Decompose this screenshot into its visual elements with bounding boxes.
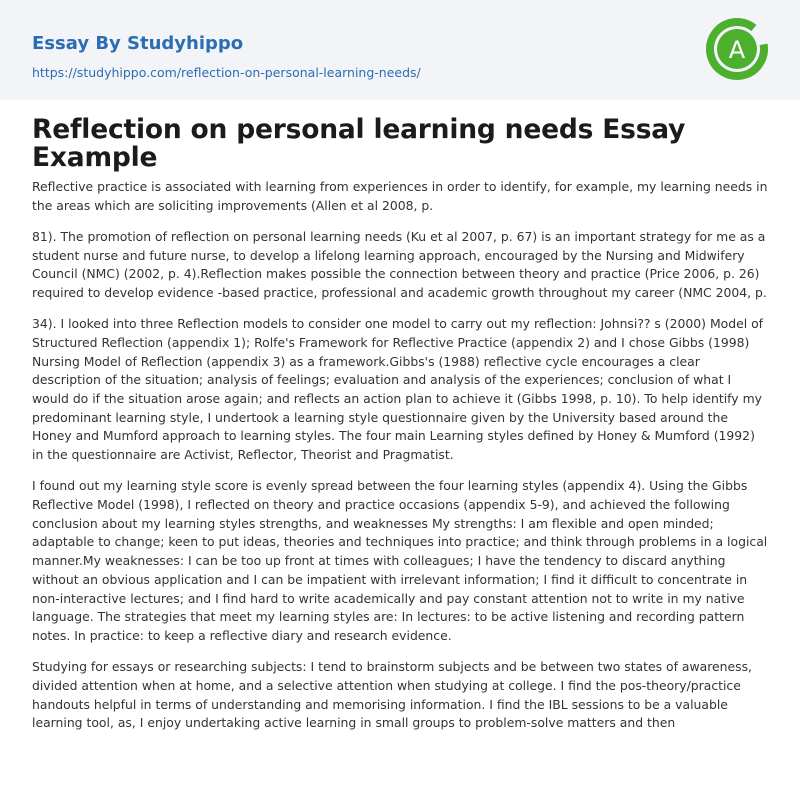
essay-paragraph: 81). The promotion of reflection on personal learning needs (Ku et al 2007, p. 67) is an important strategy for me as a student nurse and future nurse, to develop a lifelong learning approach, encouraged by the Nursing and Midwifery Council (NMC) (2002, p. 4).Reflection makes possible the connection between theory and practice (Price 2006, p. 26) required to develop evidence -based practice, professional and academic growth throughout my career (NMC 2004, p. xyxy=(32,228,767,301)
essay-paragraph: Reflective practice is associated with learning from experiences in order to identify, for example, my learning needs in the areas which are soliciting improvements (Allen et al 2008, p. xyxy=(32,179,768,213)
studyhippo-logo-icon[interactable] xyxy=(704,16,770,82)
logo-letter: A xyxy=(728,36,746,64)
site-title[interactable]: Essay By Studyhippo xyxy=(32,33,244,54)
essay-paragraph: 34). I looked into three Reflection models to consider one model to carry out my reflection: Johnsi?? s (2000) Model of Structured Reflection (appendix 1); Rolfe's Framework for Reflective Practice (appendix 2) and I chose Gibbs (1998) Nursing Model of Reflection (appendix 3) as a framework.Gibbs's (1988) reflective cycle encourages a clear description of the situation; analysis of feelings; evaluation and analysis of the experiences; conclusion of what I would do if the situation arose again; and reflects an action plan to achieve it (Gibbs 1998, p. 10). To help identify my predominant learning style, I undertook a learning style questionnaire given by the University based around the Honey and Mumford approach to learning styles. The four main Learning styles defined by Honey & Mumford (1992) in the questionnaire are Activist, Reflector, Theorist and Pragmatist. xyxy=(32,316,764,463)
essay-content xyxy=(0,100,800,733)
page-url-link[interactable]: https://studyhippo.com/reflection-on-personal-learning-needs/ xyxy=(32,65,421,80)
essay-paragraph: I found out my learning style score is evenly spread between the four learning styles (appendix 4). Using the Gibbs Reflective Model (1998), I reflected on theory and practice occasions (appendix 5-9), and achieved the following conclusion about my learning styles strengths, and weaknesses My strengths: I am flexible and open minded; adaptable to change; keen to put ideas, theories and techniques into practice; and think through problems in a logical manner.My weaknesses: I can be too up front at times with colleagues; I have the tendency to discard anything without an obvious application and I can be impatient with irrelevant information; I find it difficult to concentrate in non-interactive lectures; and I find hard to write academically and pay constant attention not to write in my native language. The strategies that meet my learning styles are: In lectures: to be active listening and recording pattern notes. In practice: to keep a reflective diary and research evidence. xyxy=(32,478,768,643)
essay-title: Reflection on personal learning needs Essay Example xyxy=(32,114,686,173)
site-header xyxy=(0,0,800,100)
essay-paragraph: Studying for essays or researching subjects: I tend to brainstorm subjects and be between two states of awareness, divided attention when at home, and a selective attention when studying at college. I find the pos-theory/practice handouts helpful in terms of understanding and memorising information. I find the IBL sessions to be a valuable learning tool, as, I enjoy undertaking active learning in small groups to problem-solve matters and then xyxy=(32,659,752,731)
